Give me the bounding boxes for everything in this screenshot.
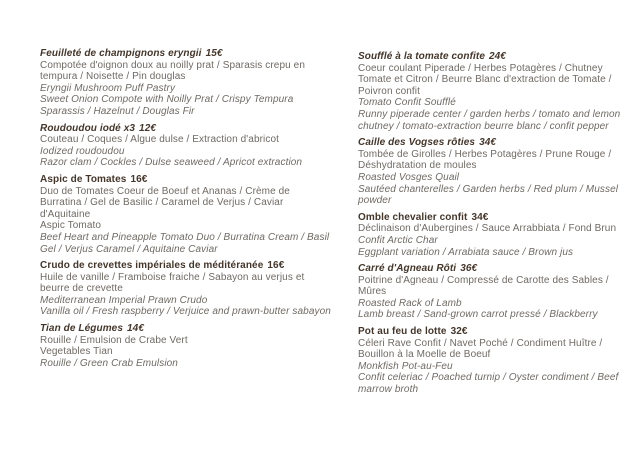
dish-price: 34€ [479, 137, 497, 149]
dish-title [40, 174, 332, 186]
dish-description-fr: Couteau / Coques / Algue dulse / Extraction d'abricot [40, 134, 280, 146]
dish-title [358, 326, 626, 338]
dish-price: 12€ [139, 122, 157, 134]
dish-title [358, 263, 626, 275]
dish-description-fr: Tombée de Girolles / Herbes Potagères / Prune Rouge / Déshydratation de moules [358, 148, 612, 172]
dish-description-en: Sautéed chanterelles / Garden herbs / Red plum / Mussel powder [358, 183, 619, 207]
dish-name: Crudo de crevettes impériales de méditéranée [40, 260, 264, 272]
menu-item [40, 260, 332, 318]
dish-description-en: Confit celeriac / Poached turnip / Oyster condiment / Beef marrow broth [358, 372, 619, 396]
dish-name: Carré d'Agneau Rôti [358, 263, 457, 275]
dish-name: Pot au feu de lotte [358, 326, 447, 338]
menu-item [40, 48, 332, 118]
dish-price: 16€ [130, 173, 148, 185]
menu-column-left [40, 48, 332, 374]
dish-title [358, 51, 626, 63]
dish-description-fr: Céleri Rave Confit / Navet Poché / Condiment Huître / Bouillon à la Moelle de Boeuf [358, 337, 603, 361]
dish-description-en: Eggplant variation / Arrabiata sauce / Brown jus [358, 246, 574, 258]
dish-description-en: Runny piperade center / garden herbs / tomato and lemon chutney / tomato-extraction beurre blanc / confit pepper [358, 108, 621, 132]
menu-item [40, 323, 332, 369]
dish-description-en: Beef Heart and Pineapple Tomato Duo / Burratina Cream / Basil Gel / Verjus Caramel / Aquitaine Caviar [40, 231, 330, 255]
dish-name-en: Vegetables Tian [40, 346, 113, 358]
dish-description-en: Sweet Onion Compote with Noilly Prat / Crispy Tempura Sparassis / Hazelnut / Douglas Fir [40, 94, 294, 117]
dish-name-en: Confit Arctic Char [358, 234, 438, 246]
dish-price: 15€ [205, 48, 223, 59]
dish-name: Feuilleté de champignons eryngii [40, 48, 202, 59]
dish-description-fr: Déclinaison d'Aubergines / Sauce Arrabbiata / Fond Brun [358, 223, 617, 235]
dish-name-en: Tomato Confit Soufflé [358, 97, 456, 109]
dish-name-en: Monkfish Pot-au-Feu [358, 360, 453, 372]
dish-price: 34€ [471, 211, 489, 223]
dish-description-fr: Coeur coulant Piperade / Herbes Potagères / Chutney Tomate et Citron / Beurre Blanc d'extraction de Tomate / Poivron confit [358, 62, 612, 97]
dish-title [40, 260, 332, 272]
dish-price: 16€ [267, 260, 285, 272]
dish-description-fr: Duo de Tomates Coeur de Boeuf et Ananas / Crème de Burratina / Gel de Basilic / Caramel de Verjus / Caviar d'Aquitaine [40, 185, 290, 220]
menu-item [358, 263, 626, 321]
menu-item [40, 123, 332, 169]
dish-title [40, 48, 332, 60]
dish-price: 32€ [450, 326, 468, 338]
dish-price: 14€ [127, 323, 145, 335]
dish-name: Roudoudou iodé x3 [40, 122, 136, 134]
menu-item [358, 137, 626, 207]
dish-description-en: Vanilla oil / Fresh raspberry / Verjuice and prawn-butter sabayon [40, 306, 331, 318]
dish-name: Omble chevalier confit [358, 211, 468, 223]
dish-name-en: Iodized roudoudou [40, 145, 125, 157]
dish-description-en: Rouille / Green Crab Emulsion [40, 357, 178, 369]
dish-name: Tian de Légumes [40, 323, 124, 335]
dish-name-en: Mediterranean Imperial Prawn Crudo [40, 294, 208, 306]
dish-description-en: Lamb breast / Sand-grown carrot pressé / Blackberry [358, 309, 598, 321]
menu-item [358, 326, 626, 396]
dish-title [40, 123, 332, 135]
dish-price: 36€ [460, 263, 478, 275]
dish-description-fr: Rouille / Emulsion de Crabe Vert [40, 334, 188, 346]
dish-name-en: Roasted Vosges Quail [358, 171, 460, 183]
dish-price: 24€ [488, 51, 506, 62]
dish-description-fr: Huile de vanille / Framboise fraiche / Sabayon au verjus et beurre de crevette [40, 271, 305, 295]
dish-name: Aspic de Tomates [40, 173, 127, 185]
dish-name: Caille des Vogses rôties [358, 137, 476, 149]
dish-description-en: Razor clam / Cockles / Dulse seaweed / Apricot extraction [40, 157, 303, 169]
menu-column-right [358, 51, 626, 401]
menu-item [358, 51, 626, 132]
dish-name-en: Aspic Tomato [40, 220, 102, 232]
dish-description-fr: Compotée d'oignon doux au noilly prat / Sparasis crepu en tempura / Noisette / Pin douglas [40, 59, 305, 83]
dish-title [358, 137, 626, 149]
dish-name-en: Roasted Rack of Lamb [358, 297, 462, 309]
dish-title [358, 212, 626, 224]
dish-name-en: Eryngii Mushroom Puff Pastry [40, 82, 176, 94]
dish-name: Soufflé à la tomate confite [358, 51, 485, 62]
menu-item [358, 212, 626, 258]
menu-item [40, 174, 332, 255]
dish-description-fr: Poitrine d'Agneau / Compressé de Carotte des Sables / Mûres [358, 274, 609, 298]
dish-title [40, 323, 332, 335]
